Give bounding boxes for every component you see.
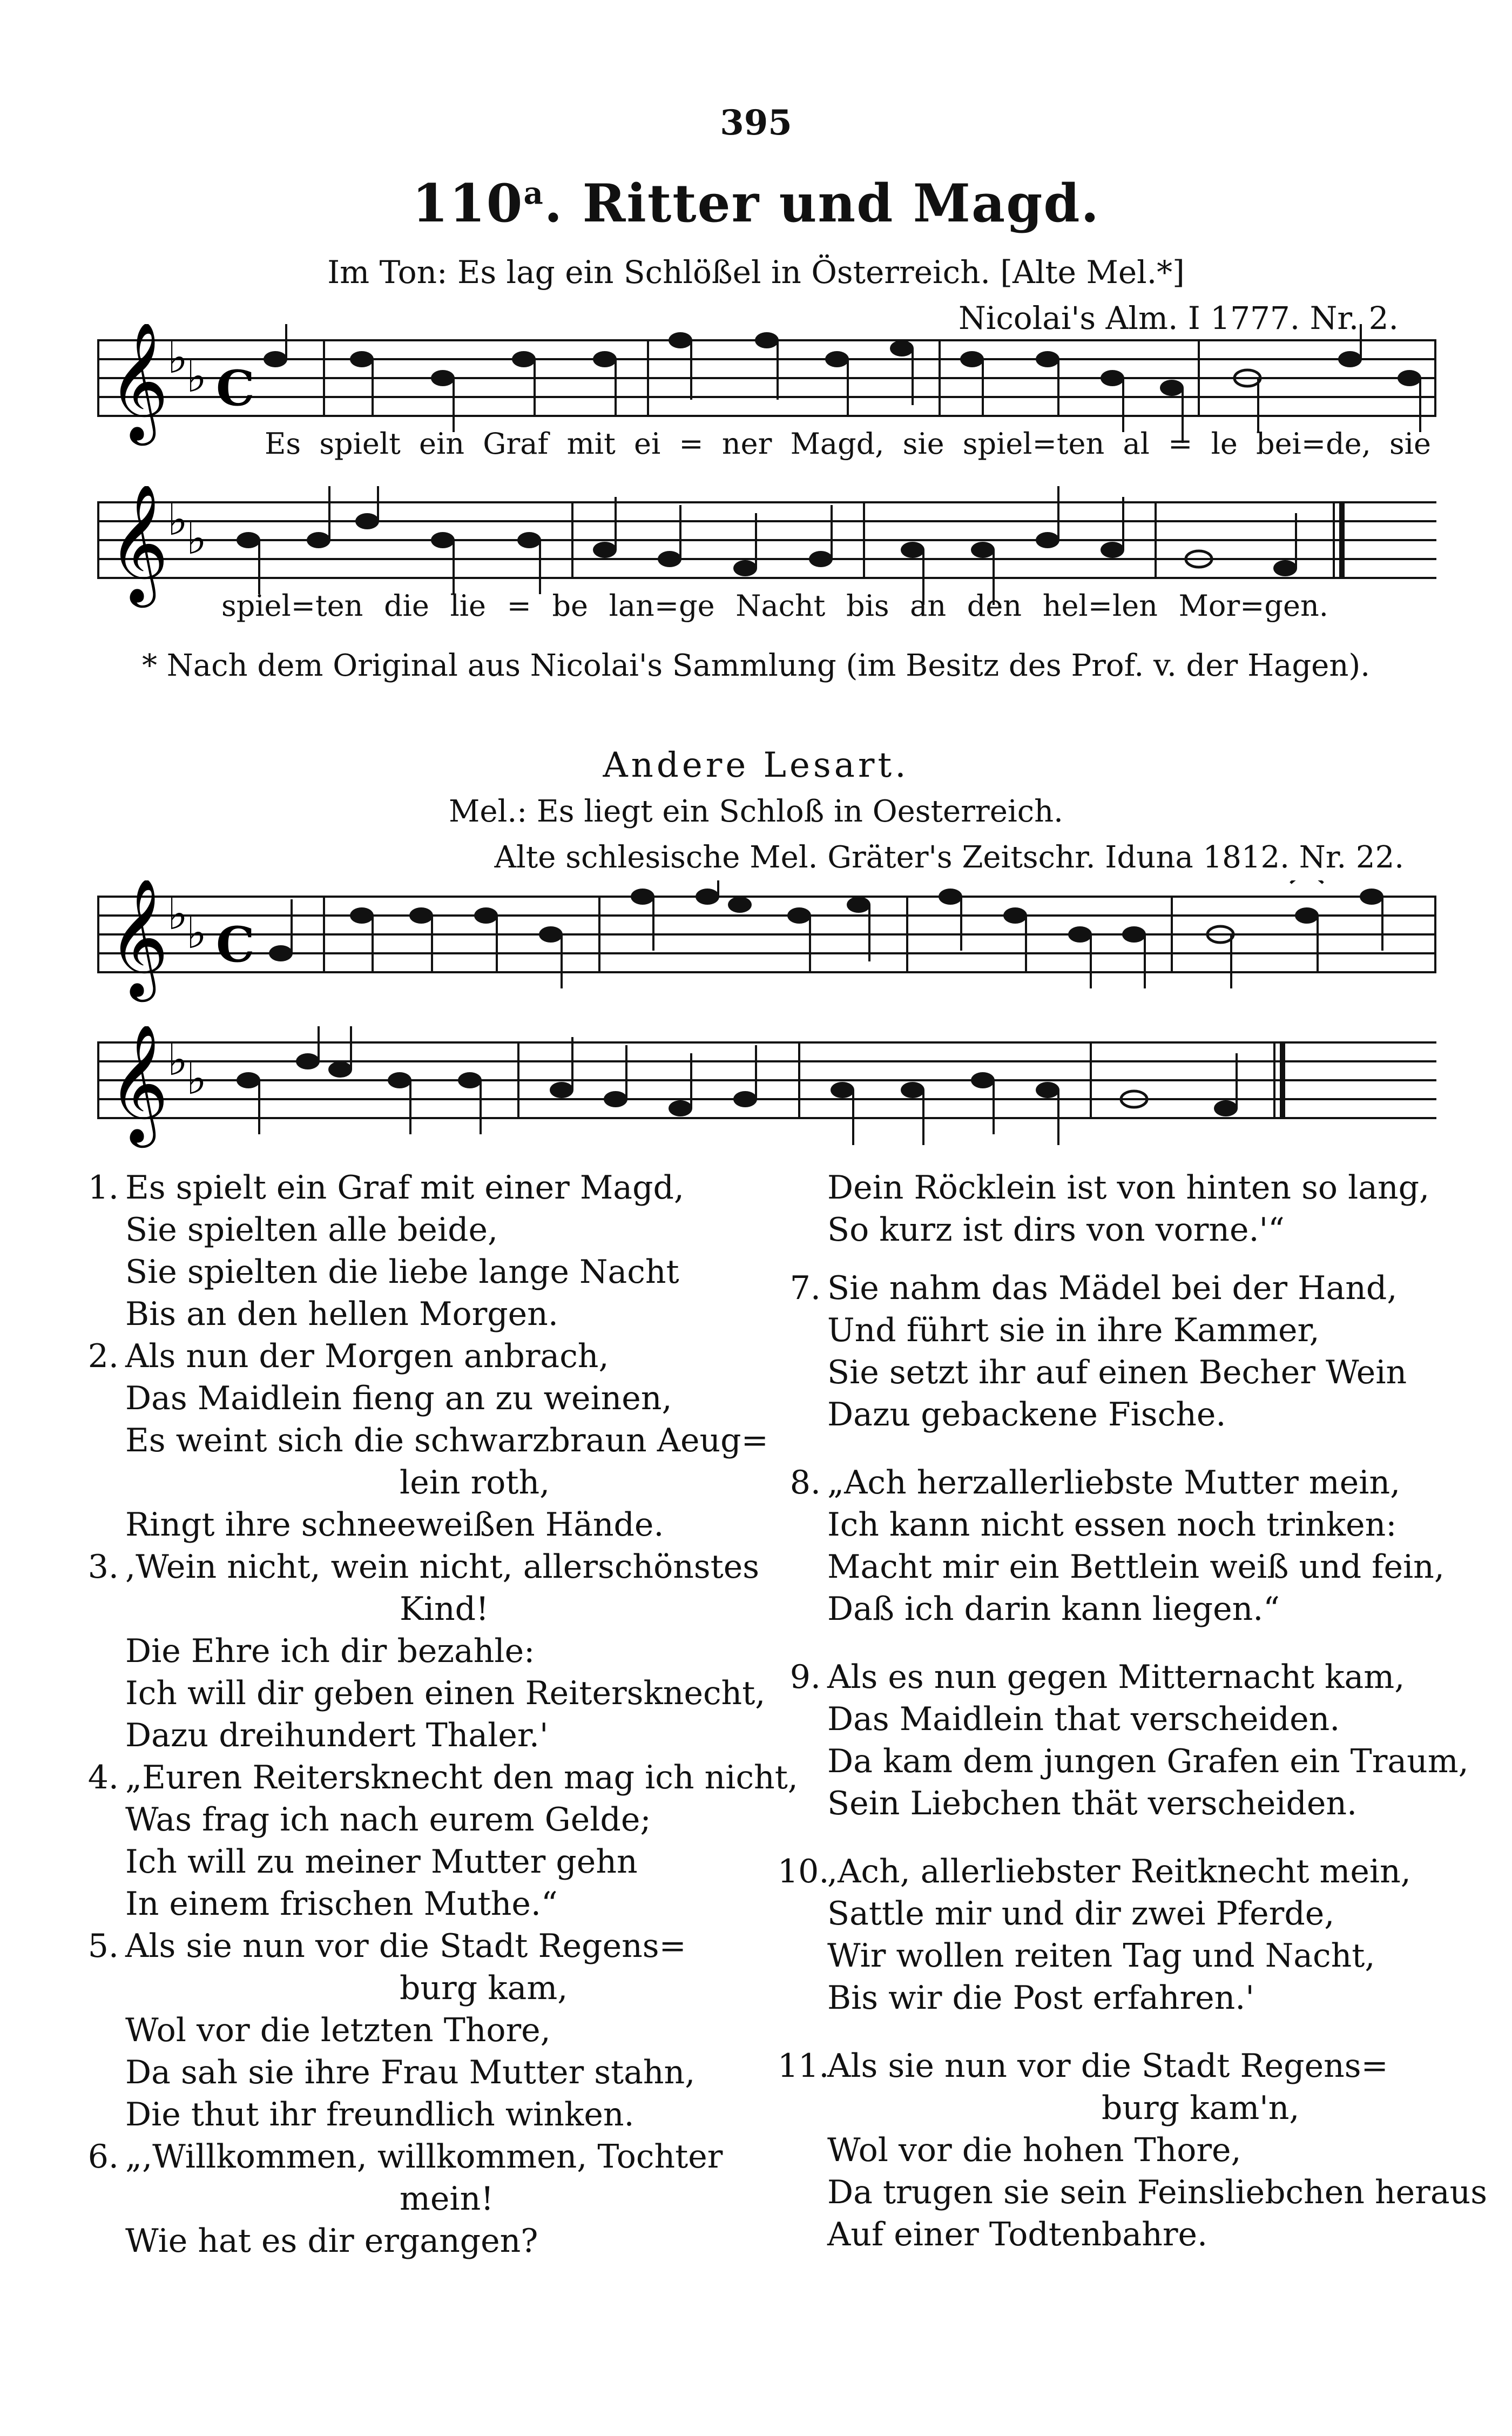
title-text: Ritter und Magd. <box>582 173 1100 234</box>
verse-line: „,Willkommen, willkommen, Tochter <box>125 2138 723 2176</box>
svg-text:♭: ♭ <box>186 514 207 564</box>
verse-line: Dazu dreihundert Thaler.' <box>125 1717 549 1754</box>
verse-line: Macht mir ein Bettlein weiß und fein, <box>827 1548 1444 1586</box>
stanza-number: 10. <box>778 1853 829 1890</box>
stanzas-right <box>778 1167 1488 2409</box>
verse-line: ,Wein nicht, wein nicht, allerschönstes <box>125 1548 760 1586</box>
source-line: Nicolai's Alm. I 1777. Nr. 2. <box>959 300 1399 337</box>
svg-text:𝄞: 𝄞 <box>108 880 169 997</box>
variant-tune: Mel.: Es liegt ein Schloß in Oesterreich. <box>449 794 1063 829</box>
staff-4 <box>97 1026 1436 1156</box>
verse-line: Wol vor die letzten Thore, <box>125 2011 551 2049</box>
verse-line: Ich will dir geben einen Reitersknecht, <box>125 1674 766 1712</box>
verse-line: Ich will zu meiner Mutter gehn <box>125 1843 638 1881</box>
tune-line: Im Ton: Es lag ein Schlößel in Österreich. [Alte Mel.*] <box>327 254 1185 291</box>
verse-line: Wie hat es dir ergangen? <box>125 2222 538 2260</box>
svg-text:𝄞: 𝄞 <box>108 324 169 440</box>
verse-line: Bis wir die Post erfahren.' <box>827 1979 1254 2017</box>
verse-line: Dein Röcklein ist von hinten so lang, <box>827 1169 1430 1207</box>
title-number: 110 <box>412 173 524 234</box>
stanzas-left <box>76 1167 798 2409</box>
verse-line: burg kam, <box>400 1969 568 2007</box>
svg-text:♭: ♭ <box>167 889 188 939</box>
stanza-number: 2. <box>87 1337 119 1375</box>
verse-line: Ringt ihre schneeweißen Hände. <box>125 1506 664 1544</box>
verse-line: Bis an den hellen Morgen. <box>125 1295 558 1333</box>
verse-line: mein! <box>400 2180 494 2218</box>
verse-line: Das Maidlein that verscheiden. <box>827 1700 1340 1738</box>
stanza-number: 3. <box>87 1548 119 1586</box>
verse-line: Ich kann nicht essen noch trinken: <box>827 1506 1397 1544</box>
page-number: 395 <box>720 103 792 143</box>
verse-line: Als es nun gegen Mitternacht kam, <box>827 1658 1405 1696</box>
svg-text:C: C <box>216 360 255 417</box>
svg-text:C: C <box>216 916 255 973</box>
stanza-number: 5. <box>87 1927 119 1965</box>
verse-line: Sein Liebchen thät verscheiden. <box>827 1785 1358 1822</box>
verse-line: Was frag ich nach eurem Gelde; <box>125 1801 651 1839</box>
stanza-number: 1. <box>87 1169 119 1207</box>
verse-line: Als nun der Morgen anbrach, <box>125 1337 609 1375</box>
verse-line: Da sah sie ihre Frau Mutter stahn, <box>125 2054 696 2091</box>
lyrics-line-1: Es spielt ein Graf mit ei = ner Magd, sie spiel=ten al = le bei=de, sie <box>265 427 1431 461</box>
score-3 <box>97 880 1436 1010</box>
stanza-number: 8. <box>789 1464 821 1502</box>
stanza-number: 7. <box>789 1269 821 1307</box>
verse-line: Es weint sich die schwarzbraun Aeug= <box>125 1422 768 1459</box>
verse-line: „Ach herzallerliebste Mutter mein, <box>827 1464 1401 1502</box>
verse-line: Kind! <box>400 1590 489 1628</box>
verse-line: Sie nahm das Mädel bei der Hand, <box>827 1269 1398 1307</box>
verse-line: Auf einer Todtenbahre. <box>827 2216 1208 2253</box>
verse-line: Es spielt ein Graf mit einer Magd, <box>125 1169 684 1207</box>
title-sup: a <box>523 176 544 211</box>
stanza-number: 6. <box>87 2138 119 2176</box>
svg-text:♭: ♭ <box>167 1035 188 1085</box>
verse-line: Die thut ihr freundlich winken. <box>125 2096 634 2134</box>
verse-line: burg kam'n, <box>1102 2089 1300 2127</box>
variant-heading: Andere Lesart. <box>603 745 909 785</box>
verse-line: Wir wollen reiten Tag und Nacht, <box>827 1937 1375 1975</box>
verse-line: Sie setzt ihr auf einen Becher Wein <box>827 1354 1407 1391</box>
svg-text:♭: ♭ <box>167 333 188 383</box>
svg-text:♭: ♭ <box>186 1054 207 1104</box>
verse-line: Sattle mir und dir zwei Pferde, <box>827 1895 1335 1933</box>
stanza-number: 11. <box>778 2047 829 2085</box>
verse-line: Und führt sie in ihre Kammer, <box>827 1311 1320 1349</box>
verse-line: Da trugen sie sein Feinsliebchen heraus <box>827 2173 1488 2211</box>
song-title: 110$^a$. Ritter und Magd. <box>412 173 1100 234</box>
verse-line: Als sie nun vor die Stadt Regens= <box>827 2047 1388 2085</box>
verse-line: Als sie nun vor die Stadt Regens= <box>125 1927 686 1965</box>
score-4 <box>97 1026 1436 1156</box>
verse-line: Die Ehre ich dir bezahle: <box>125 1632 535 1670</box>
footnote: * Nach dem Original aus Nicolai's Sammlung (im Besitz des Prof. v. der Hagen). <box>141 648 1371 683</box>
svg-text:♭: ♭ <box>167 495 188 545</box>
svg-text:𝄞: 𝄞 <box>108 486 169 602</box>
variant-source: Alte schlesische Mel. Gräter's Zeitschr. Iduna 1812. Nr. 22. <box>494 840 1404 875</box>
verse-line: „Euren Reitersknecht den mag ich nicht, <box>125 1759 798 1796</box>
verse-line: ,Ach, allerliebster Reitknecht mein, <box>827 1853 1411 1890</box>
verse-line: In einem frischen Muthe.“ <box>125 1885 558 1923</box>
verse-line: Das Maidlein fieng an zu weinen, <box>125 1379 672 1417</box>
staff-3 <box>97 880 1436 1010</box>
verse-line: lein roth, <box>400 1464 550 1502</box>
verse-line: Da kam dem jungen Grafen ein Traum, <box>827 1742 1469 1780</box>
verse-line: Dazu gebackene Fische. <box>827 1396 1226 1434</box>
svg-text:♭: ♭ <box>186 908 207 958</box>
verse-line: Sie spielten alle beide, <box>125 1211 498 1249</box>
stanza-number: 9. <box>789 1658 821 1696</box>
svg-text:♭: ♭ <box>186 352 207 402</box>
stanza-number: 4. <box>87 1759 119 1796</box>
verse-line: Wol vor die hohen Thore, <box>827 2131 1241 2169</box>
svg-text:𝄞: 𝄞 <box>108 1026 169 1142</box>
verse-line: Daß ich darin kann liegen.“ <box>827 1590 1280 1628</box>
verse-line: So kurz ist dirs von vorne.'“ <box>827 1211 1285 1249</box>
verse-line: Sie spielten die liebe lange Nacht <box>125 1253 679 1291</box>
lyrics-line-2: spiel=ten die lie = be lan=ge Nacht bis an den hel=len Mor=gen. <box>221 589 1328 623</box>
